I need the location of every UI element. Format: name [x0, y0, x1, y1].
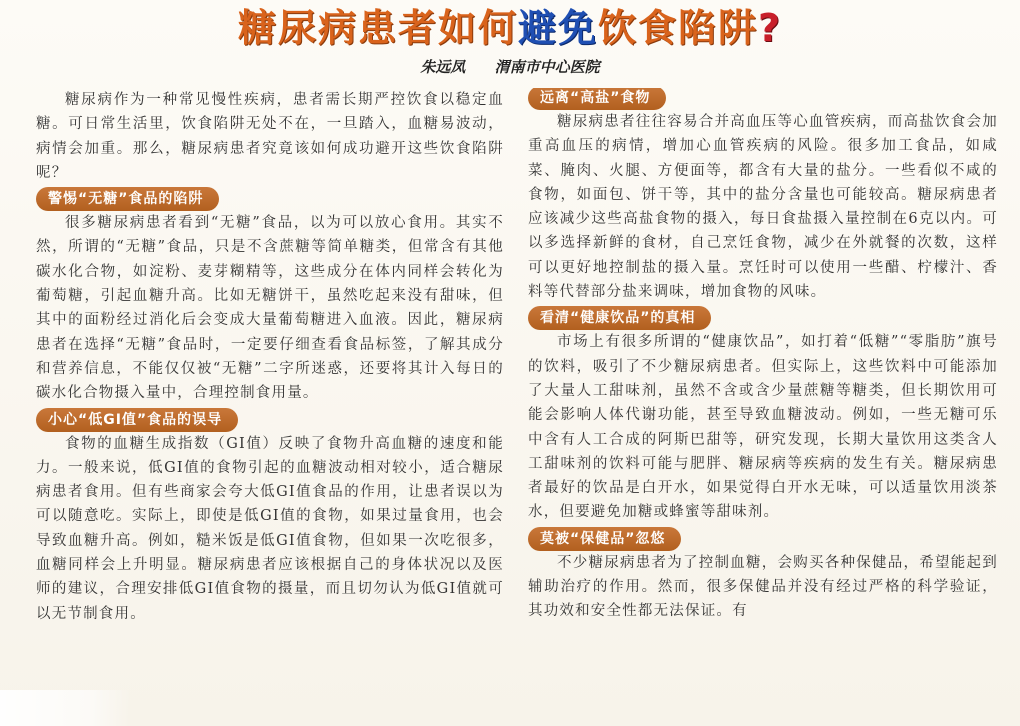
- section-heading-health-drinks: 看清“健康饮品”的真相: [528, 306, 711, 330]
- title-part-2: 避免: [517, 6, 598, 50]
- title-question-mark: ?: [758, 6, 783, 50]
- author-name: 朱远凤: [420, 58, 466, 76]
- article-title: [0, 4, 1020, 52]
- section-heading-supplements: 莫被“保健品”忽悠: [528, 527, 681, 551]
- section-text-supplements: 不少糖尿病患者为了控制血糖，会购买各种保健品，希望能起到辅助治疗的作用。然而，很多保健品并没有经过严格的科学验证，其功效和安全性都无法保证。有: [528, 554, 998, 620]
- section-text-high-salt: 糖尿病患者往往容易合并高血压等心血管疾病，而高盐饮食会加重高血压的病情，增加心血管疾病的风险。很多加工食品，如咸菜、腌肉、火腿、方便面等，都含有大量的盐分。一些看似不咸的食物，如面包、饼干等，其中的盐分含量也可能较高。糖尿病患者应该减少这些高盐食物的摄入，每日食盐摄入量控制在6克以内。可以多选择新鲜的食材，自己烹饪食物，减少在外就餐的次数，这样可以更好地控制盐的摄入量。烹饪时可以使用一些醋、柠檬汁、香料等代替部分盐来调味，增加食物的风味。: [528, 114, 998, 301]
- title-part-3: 饮食陷阱: [597, 6, 758, 50]
- left-column: [36, 88, 504, 726]
- right-column: [528, 88, 998, 726]
- corner-watermark: [0, 690, 130, 726]
- section-text-health-drinks: 市场上有很多所谓的“健康饮品”，如打着“低糖”“零脂肪”旗号的饮料，吸引了不少糖尿病患者。但实际上，这些饮料中可能添加了大量人工甜味剂，虽然不含或含少量蔗糖等糖类，但长期饮用可能会影响人体代谢功能，甚至导致血糖波动。例如，一些无糖可乐中含有人工合成的阿斯巴甜等，研究发现，长期大量饮用这类含人工甜味剂的饮料可能与肥胖、糖尿病等疾病的发生有关。糖尿病患者最好的饮品是白开水，如果觉得白开水无味，可以适量饮用淡茶水，但要避免加糖或蜂蜜等甜味剂。: [528, 334, 998, 521]
- section-text-no-sugar: 很多糖尿病患者看到“无糖”食品，以为可以放心食用。其实不然，所谓的“无糖”食品，只是不含蔗糖等简单糖类，但常含有其他碳水化合物，如淀粉、麦芽糊精等，这些成分在体内同样会转化为葡萄糖，引起血糖升高。比如无糖饼干，虽然吃起来没有甜味，但其中的面粉经过消化后会变成大量葡萄糖进入血液。因此，糖尿病患者在选择“无糖”食品时，一定要仔细查看食品标签，了解其成分和营养信息，不能仅仅被“无糖”二字所迷惑，还要将其计入每日的碳水化合物摄入量中，合理控制食用量。: [36, 215, 504, 402]
- intro-paragraph: 糖尿病作为一种常见慢性疾病，患者需长期严控饮食以稳定血糖。可日常生活里，饮食陷阱无处不在，一旦踏入，血糖易波动，病情会加重。那么，糖尿病患者究竟该如何成功避开这些饮食陷阱呢？: [36, 92, 504, 181]
- title-part-1: 糖尿病患者如何: [237, 6, 518, 50]
- section-heading-high-salt: 远离“高盐”食物: [528, 88, 666, 110]
- author-affiliation: 渭南市中心医院: [494, 58, 600, 76]
- section-text-low-gi: 食物的血糖生成指数（GI值）反映了食物升高血糖的速度和能力。一般来说，低GI值的食物引起的血糖波动相对较小，适合糖尿病患者食用。但有些商家会夸大低GI值食品的作用，让患者误以为可以随意吃。实际上，即使是低GI值的食物，如果过量食用，也会导致血糖升高。例如，糙米饭是低GI值食物，但如果一次吃很多，血糖同样会上升明显。糖尿病患者应该根据自己的身体状况以及医师的建议，合理安排低GI值食物的摄量，而且切勿认为低GI值就可以无节制食用。: [36, 435, 504, 622]
- section-heading-no-sugar: 警惕“无糖”食品的陷阱: [36, 187, 219, 211]
- section-heading-low-gi: 小心“低GI值”食品的误导: [36, 408, 238, 432]
- byline: [0, 56, 1020, 77]
